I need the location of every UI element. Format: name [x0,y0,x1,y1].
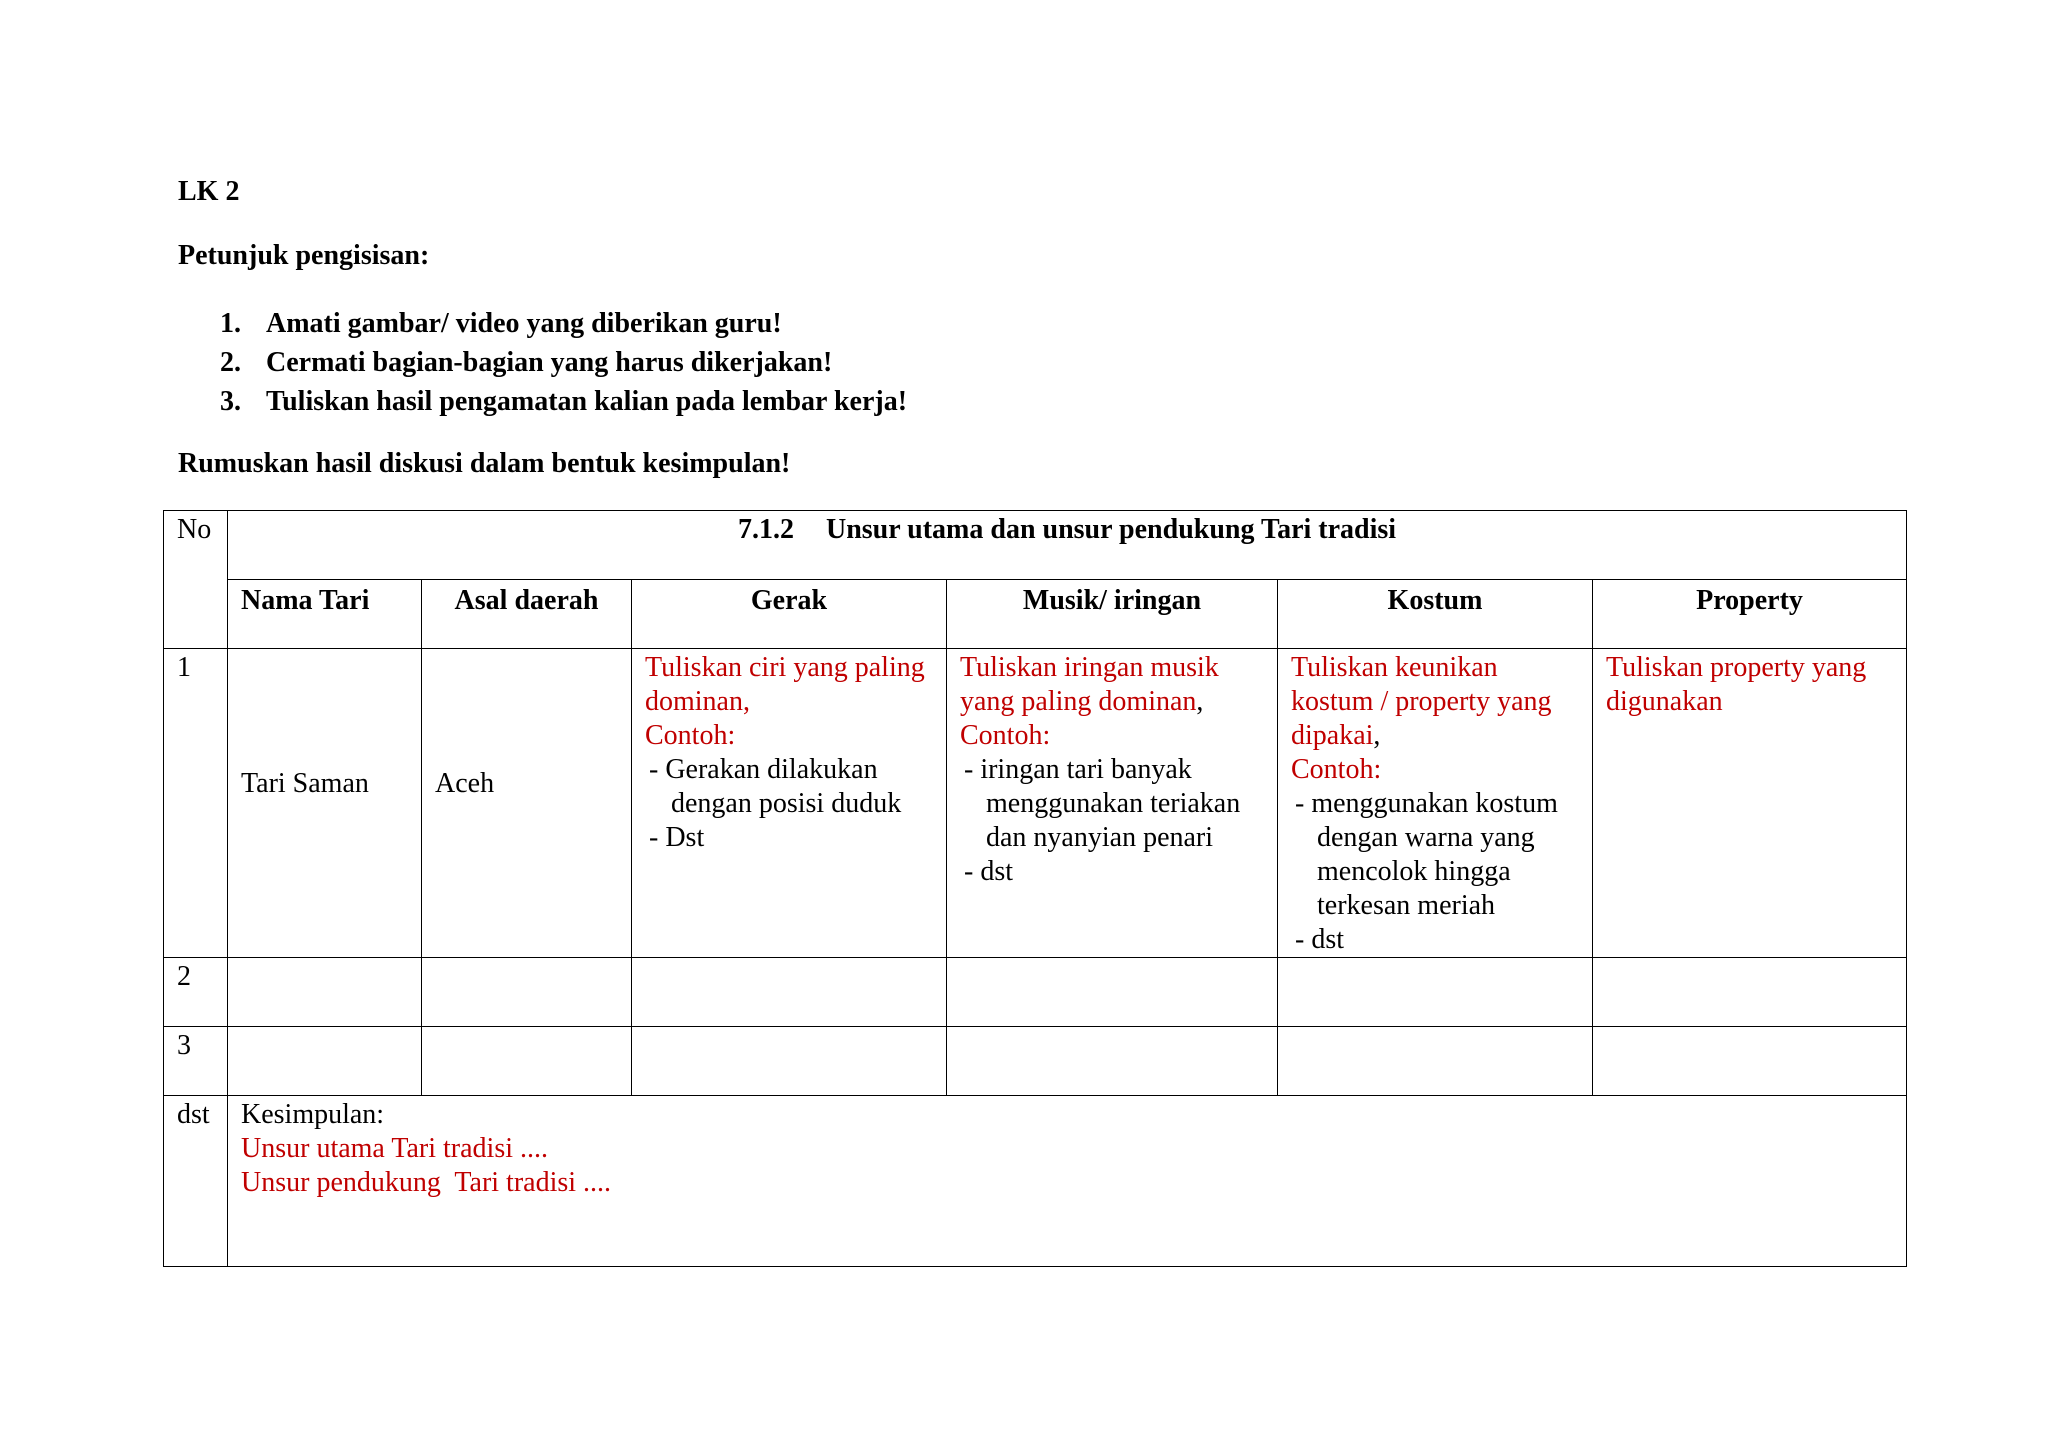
column-header: Asal daerah [422,580,632,649]
section-title: Unsur utama dan unsur pendukung Tari tradisi [825,514,1397,545]
list-item: - Gerakan dilakukan dengan posisi duduk [649,753,934,821]
column-header: Nama Tari [228,580,422,649]
kostum-cell [1278,649,1593,958]
nama-tari-value: Tari Saman [241,768,369,799]
row-number: 2 [164,958,228,1027]
column-header: Property [1593,580,1907,649]
instruction-number: 3. [220,386,241,417]
instruction-item [220,382,907,421]
empty-cell [1593,1027,1907,1096]
column-header: Gerak [632,580,947,649]
instruction-number: 1. [220,308,241,339]
property-cell [1593,649,1907,958]
instruction-number: 2. [220,347,241,378]
gerak-contoh-label: Contoh: [645,720,736,751]
list-item: - iringan tari banyak menggunakan teriakan dan nyanyian penari [964,753,1265,855]
musik-cell [947,649,1278,958]
section-number: 7.1.2 [737,514,794,545]
column-header: Musik/ iringan [947,580,1278,649]
empty-cell [228,958,422,1027]
musik-prompt-suffix: , [1196,686,1204,717]
instructions-title: Petunjuk pengisisan: [178,240,430,271]
conclusion-cell [228,1096,1907,1267]
musik-prompt: Tuliskan iringan musik yang paling dominan [960,652,1219,717]
instruction-item [220,304,907,343]
instruction-list [220,304,907,421]
row-number: 3 [164,1027,228,1096]
instruction-item [220,343,907,382]
empty-cell [422,958,632,1027]
musik-example-list [960,753,1265,889]
empty-cell [947,958,1278,1027]
conclusion-line-main: Unsur utama Tari tradisi .... [241,1133,549,1164]
table-row [164,649,1907,958]
asal-daerah-value: Aceh [435,768,495,799]
instruction-text: Amati gambar/ video yang diberikan guru! [266,308,782,339]
row-number: 1 [164,649,228,958]
list-item: - dst [1295,923,1580,957]
property-prompt: Tuliskan property yang digunakan [1606,652,1867,717]
asal-daerah-cell [422,649,632,958]
conclusion-row [164,1096,1907,1267]
conclusion-label: Kesimpulan: [241,1099,385,1130]
kostum-prompt: Tuliskan keunikan kostum / property yang dipakai [1291,652,1552,751]
row-number: dst [164,1096,228,1267]
list-item: - Dst [649,821,934,855]
empty-cell [632,958,947,1027]
gerak-example-list [645,753,934,855]
worksheet-table [163,510,1907,1267]
nama-tari-cell [228,649,422,958]
table-title-row [164,511,1907,580]
conclusion-line-support: Unsur pendukung Tari tradisi .... [241,1167,612,1198]
musik-contoh-label: Contoh: [960,720,1051,751]
instruction-text: Tuliskan hasil pengamatan kalian pada lembar kerja! [266,386,908,417]
worksheet-code: LK 2 [178,176,240,207]
gerak-cell [632,649,947,958]
kostum-prompt-line [1291,651,1580,753]
empty-cell [1593,958,1907,1027]
table-row [164,1027,1907,1096]
empty-cell [947,1027,1278,1096]
column-header: Kostum [1278,580,1593,649]
musik-prompt-line [960,651,1265,719]
table-row [164,958,1907,1027]
empty-cell [1278,1027,1593,1096]
table-title [228,511,1907,580]
column-header-row [164,580,1907,649]
empty-cell [1278,958,1593,1027]
instruction-text: Cermati bagian-bagian yang harus dikerjakan! [266,347,833,378]
task-instruction: Rumuskan hasil diskusi dalam bentuk kesimpulan! [178,448,791,479]
no-header: No [164,511,228,649]
empty-cell [422,1027,632,1096]
list-item: - dst [964,855,1265,889]
kostum-prompt-suffix: , [1373,720,1381,751]
empty-cell [632,1027,947,1096]
kostum-contoh-label: Contoh: [1291,754,1382,785]
kostum-example-list [1291,787,1580,957]
list-item: - menggunakan kostum dengan warna yang mencolok hingga terkesan meriah [1295,787,1580,923]
empty-cell [228,1027,422,1096]
gerak-prompt: Tuliskan ciri yang paling dominan, [645,652,925,717]
